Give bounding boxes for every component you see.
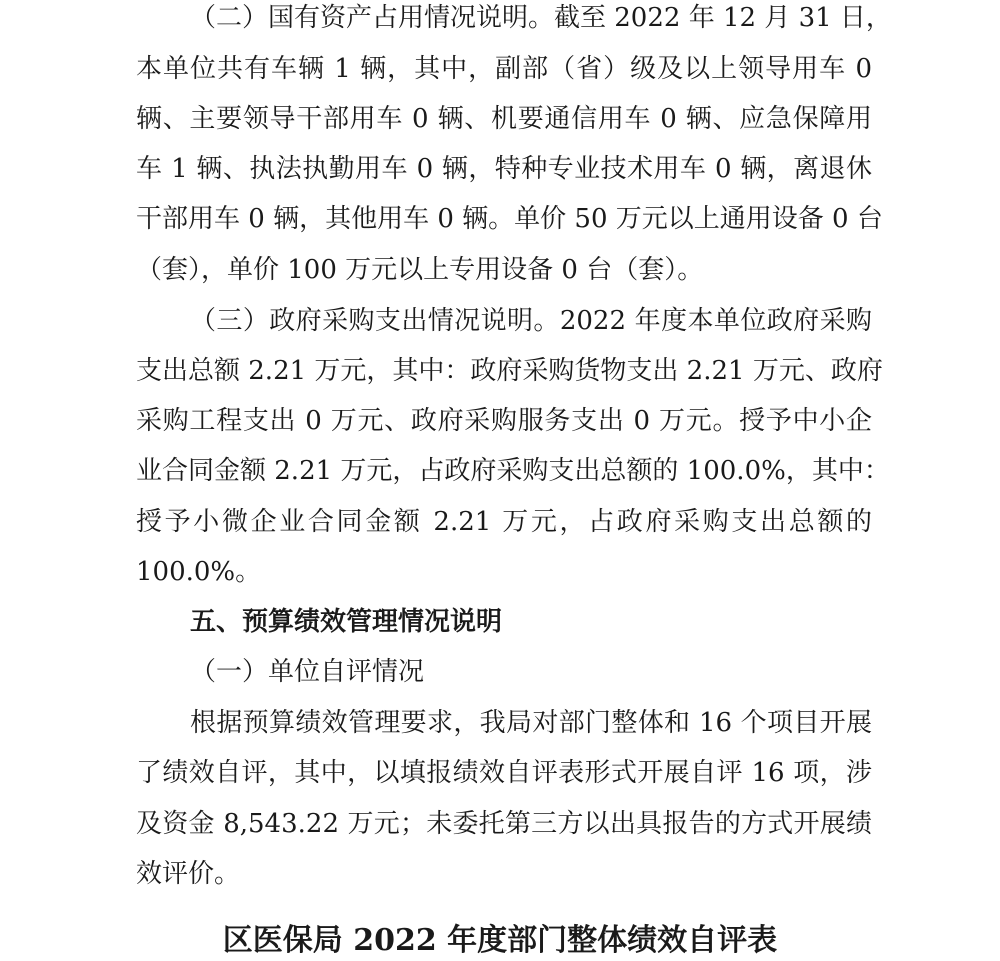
table-title: 区医保局 2022 年度部门整体绩效自评表: [222, 923, 778, 958]
paragraph-line: 了绩效自评，其中，以填报绩效自评表形式开展自评 16 项，涉: [136, 758, 872, 788]
paragraph-line: 本单位共有车辆 1 辆，其中，副部（省）级及以上领导用车 0: [136, 54, 872, 84]
paragraph-line: 车 1 辆、执法执勤用车 0 辆，特种专业技术用车 0 辆，离退休: [136, 154, 872, 184]
paragraph-line: 干部用车 0 辆，其他用车 0 辆。单价 50 万元以上通用设备 0 台: [136, 204, 883, 234]
section-heading: 五、预算绩效管理情况说明: [190, 607, 503, 637]
paragraph-line: 及资金 8,543.22 万元；未委托第三方以出具报告的方式开展绩: [136, 809, 872, 839]
paragraph-line: （二）国有资产占用情况说明。截至 2022 年 12 月 31 日，: [190, 3, 892, 33]
paragraph-line: 辆、主要领导干部用车 0 辆、机要通信用车 0 辆、应急保障用: [136, 104, 872, 134]
paragraph-line: 支出总额 2.21 万元，其中：政府采购货物支出 2.21 万元、政府: [136, 356, 883, 386]
paragraph-line: （套），单价 100 万元以上专用设备 0 台（套）。: [136, 255, 704, 285]
paragraph-line: 100.0%。: [136, 557, 262, 587]
subsection-heading: （一）单位自评情况: [190, 657, 425, 687]
paragraph-line: 授予小微企业合同金额 2.21 万元，占政府采购支出总额的: [136, 507, 872, 537]
paragraph-line: 采购工程支出 0 万元、政府采购服务支出 0 万元。授予中小企: [136, 406, 872, 436]
paragraph-line: 业合同金额 2.21 万元，占政府采购支出总额的 100.0%，其中：: [136, 456, 890, 486]
paragraph-line: 根据预算绩效管理要求，我局对部门整体和 16 个项目开展: [190, 708, 872, 738]
paragraph-line: 效评价。: [136, 859, 241, 889]
paragraph-line: （三）政府采购支出情况说明。2022 年度本单位政府采购: [190, 306, 872, 336]
